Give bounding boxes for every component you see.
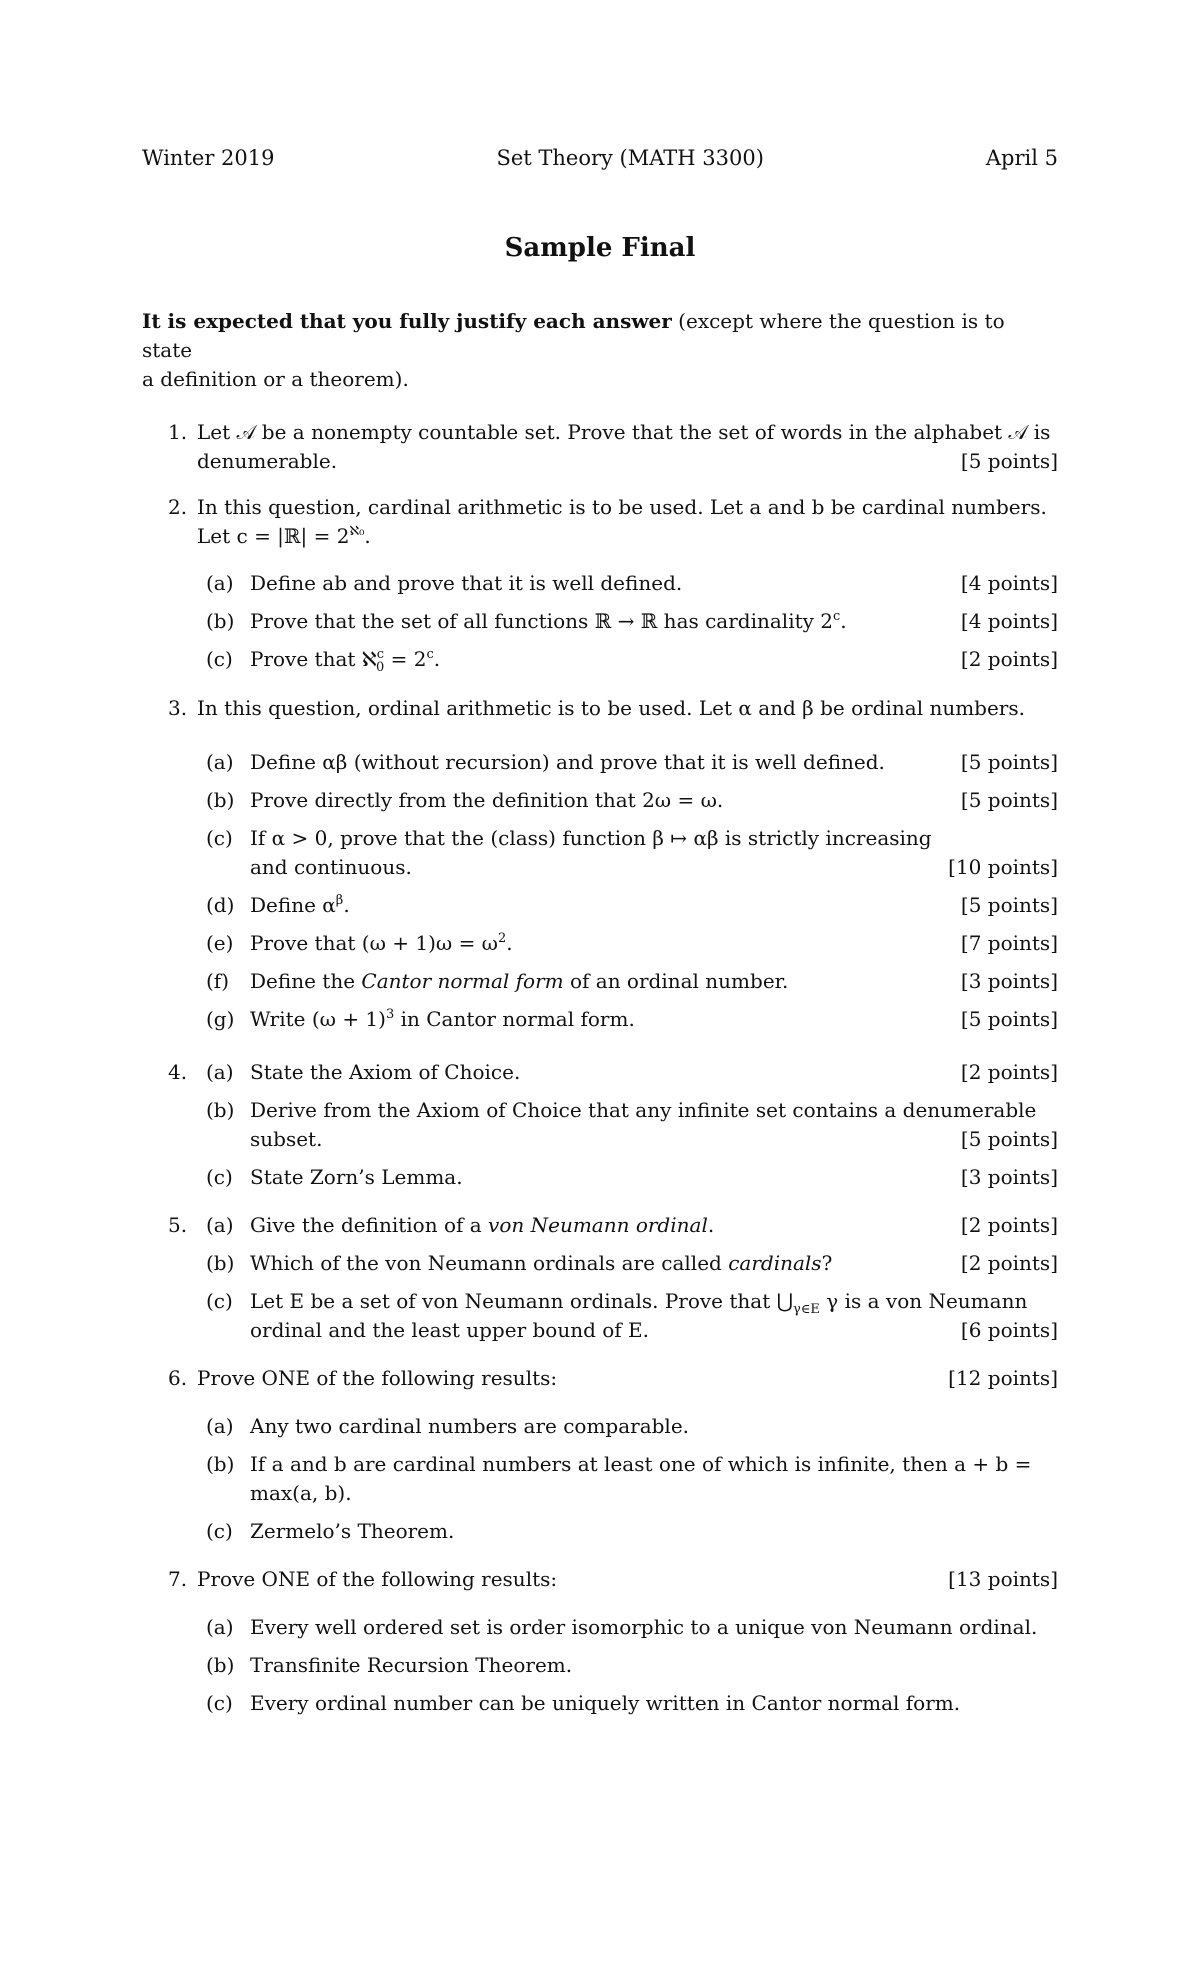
question-text: Let c = |ℝ| = $2^{ℵ_0}$.	[197, 524, 371, 548]
subquestion-label: (c)	[206, 1289, 233, 1313]
subquestion-3a	[142, 747, 1058, 777]
subquestion-2a	[142, 568, 1058, 598]
instructions-rest: (except where the question is to state	[142, 309, 1005, 362]
points: [5 points]	[960, 449, 1058, 473]
subquestion-label: (b)	[206, 788, 235, 812]
subquestion-5c	[142, 1286, 1058, 1316]
question-text: Prove ONE of the following results:	[197, 1567, 558, 1591]
subquestion-3e	[142, 928, 1058, 958]
subquestion-label: (c)	[206, 1691, 233, 1715]
points: [4 points]	[960, 571, 1058, 595]
subquestion-7a	[142, 1612, 1058, 1642]
subquestion-5a	[142, 1210, 1058, 1240]
subquestion-label: (c)	[206, 1519, 233, 1543]
subquestion-text: Give the definition of a von Neumann ordinal.	[250, 1213, 715, 1237]
points: [6 points]	[960, 1318, 1058, 1342]
subquestion-4a	[142, 1057, 1058, 1087]
subquestion-7c	[142, 1688, 1058, 1718]
subquestion-2c	[142, 644, 1058, 674]
instructions	[142, 307, 1058, 394]
subquestion-text: Every well ordered set is order isomorphic to a unique von Neumann ordinal.	[250, 1615, 1038, 1639]
question-text: Prove ONE of the following results:	[197, 1366, 558, 1390]
points: [2 points]	[960, 1060, 1058, 1084]
question-text: In this question, cardinal arithmetic is to be used. Let a and b be cardinal numbers.	[197, 495, 1047, 519]
question-number: 5.	[168, 1213, 188, 1237]
subquestion-label: (b)	[206, 1098, 235, 1122]
subquestion-label: (c)	[206, 1165, 233, 1189]
header-course: Set Theory (MATH 3300)	[496, 146, 764, 170]
subquestion-3d	[142, 890, 1058, 920]
subquestion-text: State the Axiom of Choice.	[250, 1060, 521, 1084]
subquestion-label: (d)	[206, 893, 235, 917]
subquestion-7b	[142, 1650, 1058, 1680]
subquestion-label: (c)	[206, 826, 233, 850]
subquestion-text: Define the Cantor normal form of an ordinal number.	[250, 969, 789, 993]
points: [2 points]	[960, 1251, 1058, 1275]
subquestion-label: (a)	[206, 1213, 234, 1237]
subquestion-3g	[142, 1004, 1058, 1034]
points: [2 points]	[960, 647, 1058, 671]
subquestion-6c	[142, 1516, 1058, 1546]
subquestion-text: Derive from the Axiom of Choice that any infinite set contains a denumerable	[250, 1098, 1037, 1122]
subquestion-label: (a)	[206, 1414, 234, 1438]
question-number: 3.	[168, 696, 188, 720]
subquestion-text: Prove directly from the definition that 2ω = ω.	[250, 788, 724, 812]
subquestion-label: (g)	[206, 1007, 235, 1031]
subquestion-text: Prove that the set of all functions ℝ → ℝ has cardinality 2$^c$.	[250, 609, 847, 633]
points: [2 points]	[960, 1213, 1058, 1237]
subquestion-text: ordinal and the least upper bound of E.	[250, 1318, 650, 1342]
subquestion-label: (b)	[206, 1653, 235, 1677]
subquestion-text: Define αβ (without recursion) and prove that it is well defined.	[250, 750, 885, 774]
subquestion-text: Transfinite Recursion Theorem.	[250, 1653, 573, 1677]
points: [5 points]	[960, 893, 1058, 917]
points: [5 points]	[960, 788, 1058, 812]
subquestion-text: subset.	[250, 1127, 323, 1151]
question-number: 1.	[168, 420, 188, 444]
subquestion-text: max(a, b).	[250, 1481, 352, 1505]
subquestion-label: (c)	[206, 647, 233, 671]
subquestion-text: Which of the von Neumann ordinals are called cardinals?	[250, 1251, 833, 1275]
subquestion-label: (b)	[206, 1251, 235, 1275]
points: [10 points]	[948, 855, 1058, 879]
subquestion-text: and continuous.	[250, 855, 412, 879]
subquestion-text: Prove that ℵ$^c_0$ = $2^c$.	[250, 647, 441, 675]
subquestion-text: Prove that $(\omega + 1)\omega = \omega^2$.	[250, 931, 513, 955]
points: [12 points]	[948, 1366, 1058, 1390]
points: [5 points]	[960, 1007, 1058, 1031]
subquestion-text: Let E be a set of von Neumann ordinals. Prove that $⋃_{\gamma\in E}$ γ is a von Neumann	[250, 1289, 1028, 1317]
subquestion-text: Define $\alpha^\beta$.	[250, 893, 350, 917]
header-date: April 5	[985, 146, 1058, 170]
question-text: Let 𝒜 be a nonempty countable set. Prove that the set of words in the alphabet 𝒜 is	[197, 420, 1051, 444]
subquestion-6b	[142, 1449, 1058, 1479]
question-number: 7.	[168, 1567, 188, 1591]
question-number: 4.	[168, 1060, 188, 1084]
subquestion-label: (a)	[206, 571, 234, 595]
subquestion-label: (a)	[206, 1615, 234, 1639]
subquestion-text: Write $(\omega + 1)^3$ in Cantor normal form.	[250, 1007, 635, 1031]
subquestion-text: State Zorn’s Lemma.	[250, 1165, 463, 1189]
points: [7 points]	[960, 931, 1058, 955]
points: [3 points]	[960, 969, 1058, 993]
subquestion-4c	[142, 1162, 1058, 1192]
subquestion-3c	[142, 823, 1058, 853]
page-header	[142, 146, 1058, 176]
instructions-bold: It is expected that you fully justify each answer	[142, 309, 672, 333]
subquestion-text: If a and b are cardinal numbers at least one of which is infinite, then a + b =	[250, 1452, 1032, 1476]
question-text: denumerable.	[197, 449, 338, 473]
question-number: 2.	[168, 495, 188, 519]
instructions-line2: a definition or a theorem).	[142, 367, 409, 391]
subquestion-2b	[142, 606, 1058, 636]
points: [13 points]	[948, 1567, 1058, 1591]
subquestion-4b	[142, 1095, 1058, 1125]
subquestion-3b	[142, 785, 1058, 815]
subquestion-text: Any two cardinal numbers are comparable.	[250, 1414, 690, 1438]
header-term: Winter 2019	[142, 146, 275, 170]
points: [3 points]	[960, 1165, 1058, 1189]
subquestion-label: (a)	[206, 1060, 234, 1084]
subquestion-label: (e)	[206, 931, 234, 955]
subquestion-label: (b)	[206, 1452, 235, 1476]
page-title: Sample Final	[504, 233, 696, 263]
subquestion-text: Every ordinal number can be uniquely written in Cantor normal form.	[250, 1691, 961, 1715]
subquestion-label: (a)	[206, 750, 234, 774]
question-number: 6.	[168, 1366, 188, 1390]
question-text: In this question, ordinal arithmetic is to be used. Let α and β be ordinal numbers.	[197, 696, 1025, 720]
subquestion-6a	[142, 1411, 1058, 1441]
subquestion-text: If α > 0, prove that the (class) function β ↦ αβ is strictly increasing	[250, 826, 932, 850]
points: [4 points]	[960, 609, 1058, 633]
subquestion-label: (f)	[206, 969, 230, 993]
points: [5 points]	[960, 750, 1058, 774]
subquestion-text: Define ab and prove that it is well defined.	[250, 571, 683, 595]
subquestion-3f	[142, 966, 1058, 996]
subquestion-label: (b)	[206, 609, 235, 633]
points: [5 points]	[960, 1127, 1058, 1151]
subquestion-5b	[142, 1248, 1058, 1278]
subquestion-text: Zermelo’s Theorem.	[250, 1519, 455, 1543]
